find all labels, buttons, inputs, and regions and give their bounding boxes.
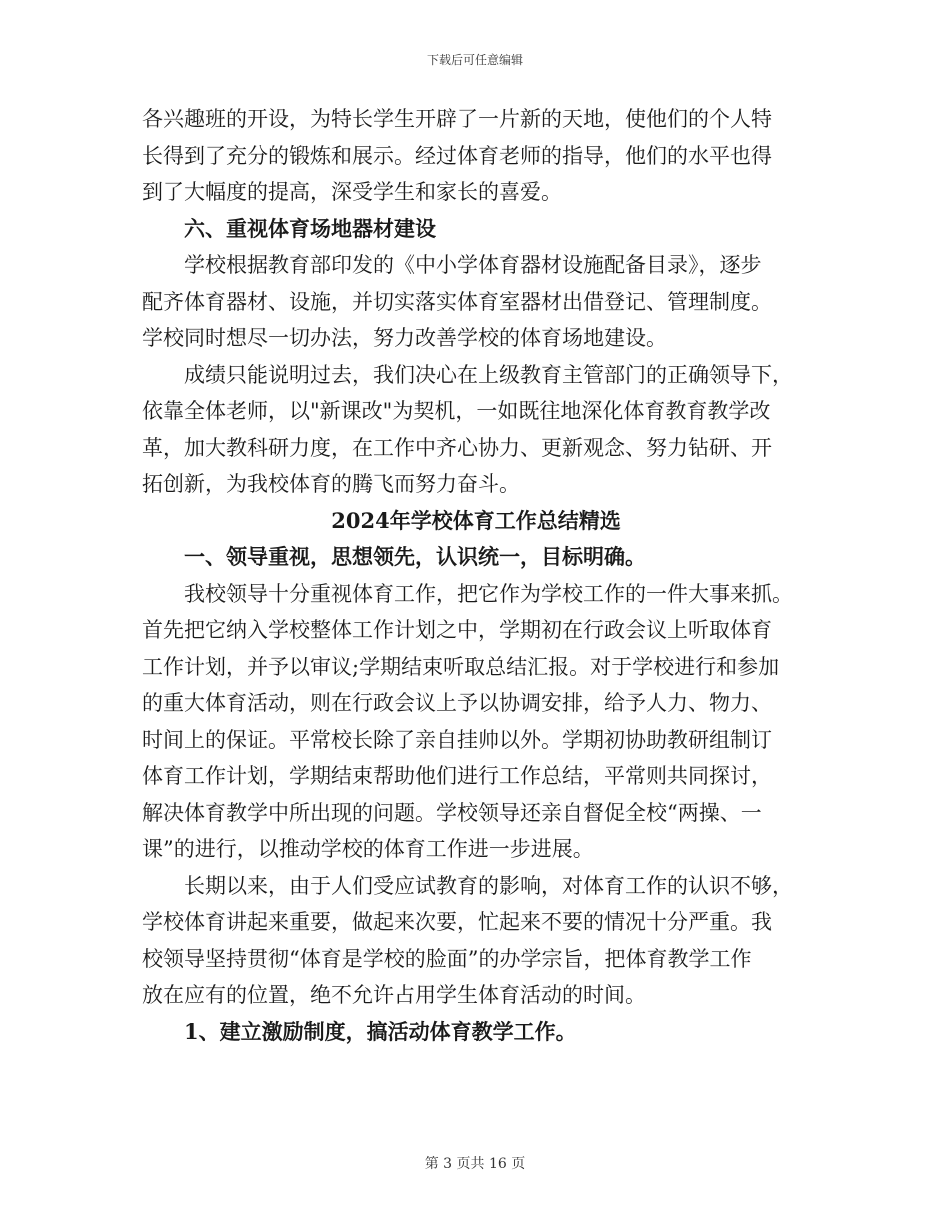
paragraph-line: 长得到了充分的锻炼和展示。经过体育老师的指导，他们的水平也得 xyxy=(142,143,772,168)
paragraph-line: 解决体育教学中所出现的问题。学校领导还亲自督促全校“两操、一 xyxy=(142,800,762,825)
paragraph-line: 体育工作计划，学期结束帮助他们进行工作总结，平常则共同探讨， xyxy=(142,764,772,788)
paragraph-line: 工作计划，并予以审议;学期结束听取总结汇报。对于学校进行和参加 xyxy=(142,654,780,679)
section-heading: 一、领导重视，思想领先，认识统一，目标明确。 xyxy=(184,544,646,569)
paragraph-first-line: 我校领导十分重视体育工作，把它作为学校工作的一件大事来抓。 xyxy=(184,581,793,606)
paragraph-first-line: 成绩只能说明过去，我们决心在上级教育主管部门的正确领导下， xyxy=(184,362,793,387)
paragraph-line: 校领导坚持贯彻“体育是学校的脸面”的办学宗旨，把体育教学工作 xyxy=(142,946,752,971)
page-header: 下载后可任意编辑 xyxy=(426,53,523,67)
document-title: 2024年学校体育工作总结精选 xyxy=(331,507,621,533)
paragraph-line: 拓创新，为我校体育的腾飞而努力奋斗。 xyxy=(142,472,520,496)
paragraph-line: 到了大幅度的提高，深受学生和家长的喜爱。 xyxy=(142,180,562,204)
paragraph-line: 革，加大教科研力度，在工作中齐心协力、更新观念、努力钻研、开 xyxy=(142,435,772,460)
paragraph-line: 时间上的保证。平常校长除了亲自挂帅以外。学期初协助教研组制订 xyxy=(142,727,772,752)
paragraph-line: 各兴趣班的开设，为特长学生开辟了一片新的天地，使他们的个人特 xyxy=(142,107,772,131)
paragraph-line: 配齐体育器材、设施，并切实落实体育室器材出借登记、管理制度。 xyxy=(142,289,772,314)
document-body xyxy=(142,101,810,1050)
paragraph-line: 学校同时想尽一切办法，努力改善学校的体育场地建设。 xyxy=(142,326,667,350)
page-footer: 第 3 页共 16 页 xyxy=(424,1156,526,1172)
section-heading: 1、建立激励制度，搞活动体育教学工作。 xyxy=(184,1018,577,1044)
paragraph-line: 课”的进行，以推动学校的体育工作进一步进展。 xyxy=(142,837,594,861)
paragraph-line: 依靠全体老师，以"新课改"为契机，一如既往地深化体育教育教学改 xyxy=(142,399,771,423)
paragraph-line: 学校体育讲起来重要，做起来次要，忙起来不要的情况十分严重。我 xyxy=(142,910,772,934)
paragraph-line: 的重大体育活动，则在行政会议上予以协调安排，给予人力、物力、 xyxy=(142,691,772,715)
paragraph-line: 首先把它纳入学校整体工作计划之中，学期初在行政会议上听取体育 xyxy=(142,618,772,642)
paragraph-line: 放在应有的位置，绝不允许占用学生体育活动的时间。 xyxy=(142,983,646,1007)
paragraph-first-line: 长期以来，由于人们受应试教育的影响，对体育工作的认识不够， xyxy=(184,873,793,898)
section-heading: 六、重视体育场地器材建设 xyxy=(184,215,436,241)
paragraph-first-line: 学校根据教育部印发的《中小学体育器材设施配备目录》，逐步 xyxy=(184,253,762,277)
